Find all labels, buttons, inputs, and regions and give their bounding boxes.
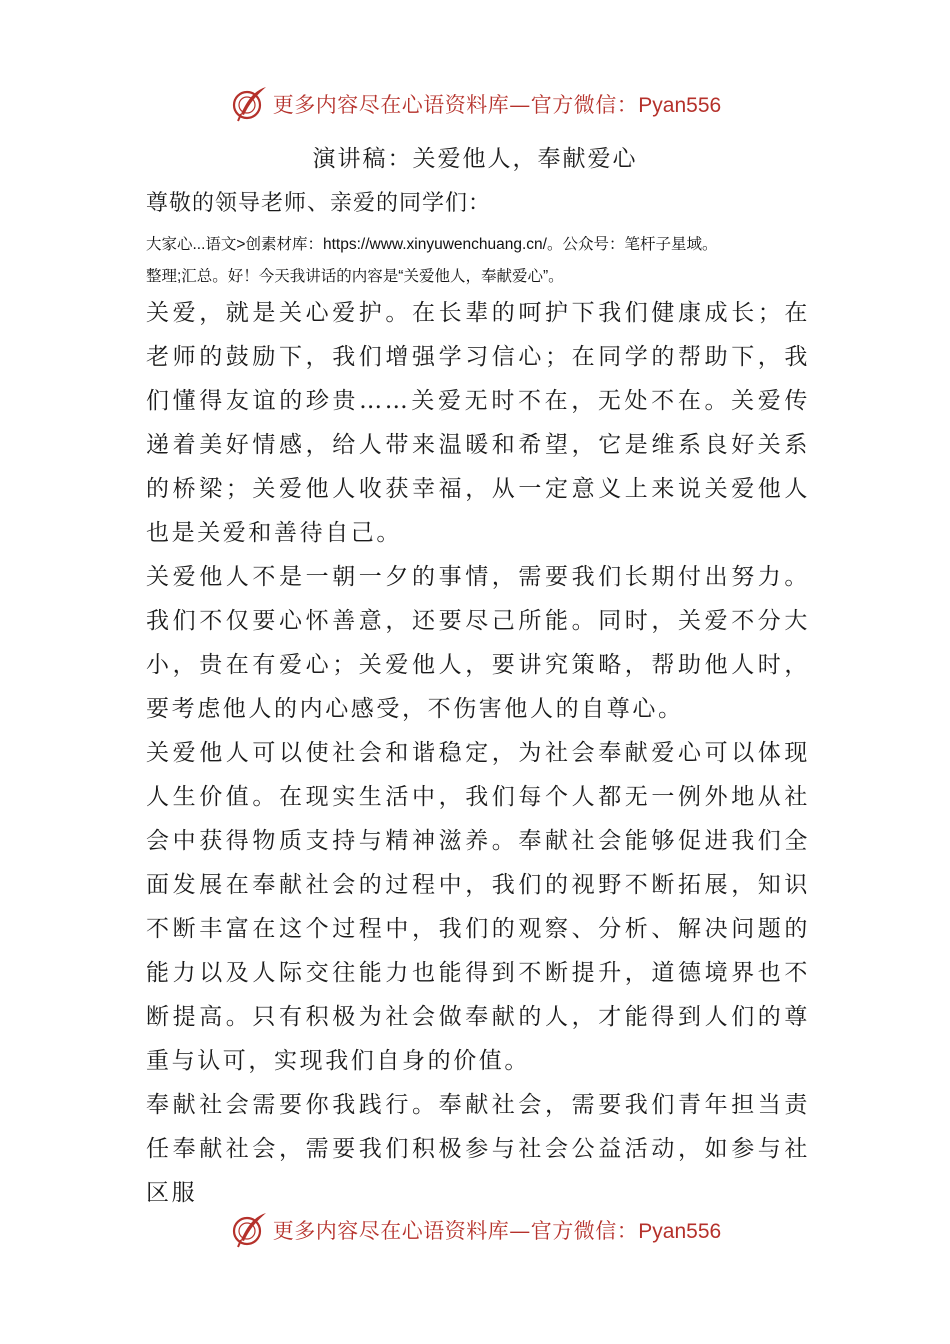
source-note-line-1: 大家心...语文>创素材库：https://www.xinyuwenchuang.cn/。公众号：笔杆子星域。: [146, 236, 718, 253]
paragraph: 关爱他人不是一朝一夕的事情，需要我们长期付出努力。我们不仅要心怀善意，还要尽己所能。同时，关爱不分大小，贵在有爱心；关爱他人，要讲究策略，帮助他人时，要考虑他人的内心感受，不伤害他人的自尊心。: [146, 564, 810, 722]
salutation: 尊敬的领导老师、亲爱的同学们：: [146, 191, 492, 216]
banner-text: 更多内容尽在心语资料库—官方微信：Pyan556: [272, 1219, 722, 1243]
paragraph: 奉献社会需要你我践行。奉献社会，需要我们青年担当责任奉献社会，需要我们积极参与社会公益活动，如参与社区服: [146, 1092, 810, 1206]
wechat-id: Pyan556: [638, 94, 722, 117]
paragraph: 关爱，就是关心爱护。在长辈的呵护下我们健康成长；在老师的鼓励下，我们增强学习信心；在同学的帮助下，我们懂得友谊的珍贵……关爱无时不在，无处不在。关爱传递着美好情感，给人带来温暖和希望，它是维系良好关系的桥梁；关爱他人收获幸福，从一定意义上来说关爱他人也是关爱和善待自己。: [146, 300, 810, 546]
paragraph: 关爱他人可以使社会和谐稳定，为社会奉献爱心可以体现人生价值。在现实生活中，我们每个人都无一例外地从社会中获得物质支持与精神滋养。奉献社会能够促进我们全面发展在奉献社会的过程中，我们的视野不断拓展，知识不断丰富在这个过程中，我们的观察、分析、解决问题的能力以及人际交往能力也能得到不断提升，道德境界也不断提高。只有积极为社会做奉献的人，才能得到人们的尊重与认可，实现我们自身的价值。: [146, 740, 810, 1074]
header-banner: [0, 82, 950, 126]
speech-body: [146, 291, 810, 1215]
wechat-id: Pyan556: [638, 1220, 722, 1243]
banner-text: 更多内容尽在心语资料库—官方微信：Pyan556: [272, 93, 722, 117]
quill-logo-icon: [229, 84, 269, 124]
footer-banner: [0, 1208, 950, 1252]
source-note-line-2: 整理;汇总。好！今天我讲话的内容是“关爱他人，奉献爱心”。: [146, 268, 564, 285]
quill-logo-icon: [229, 1210, 269, 1250]
page-title: 演讲稿：关爱他人，奉献爱心: [312, 146, 638, 172]
